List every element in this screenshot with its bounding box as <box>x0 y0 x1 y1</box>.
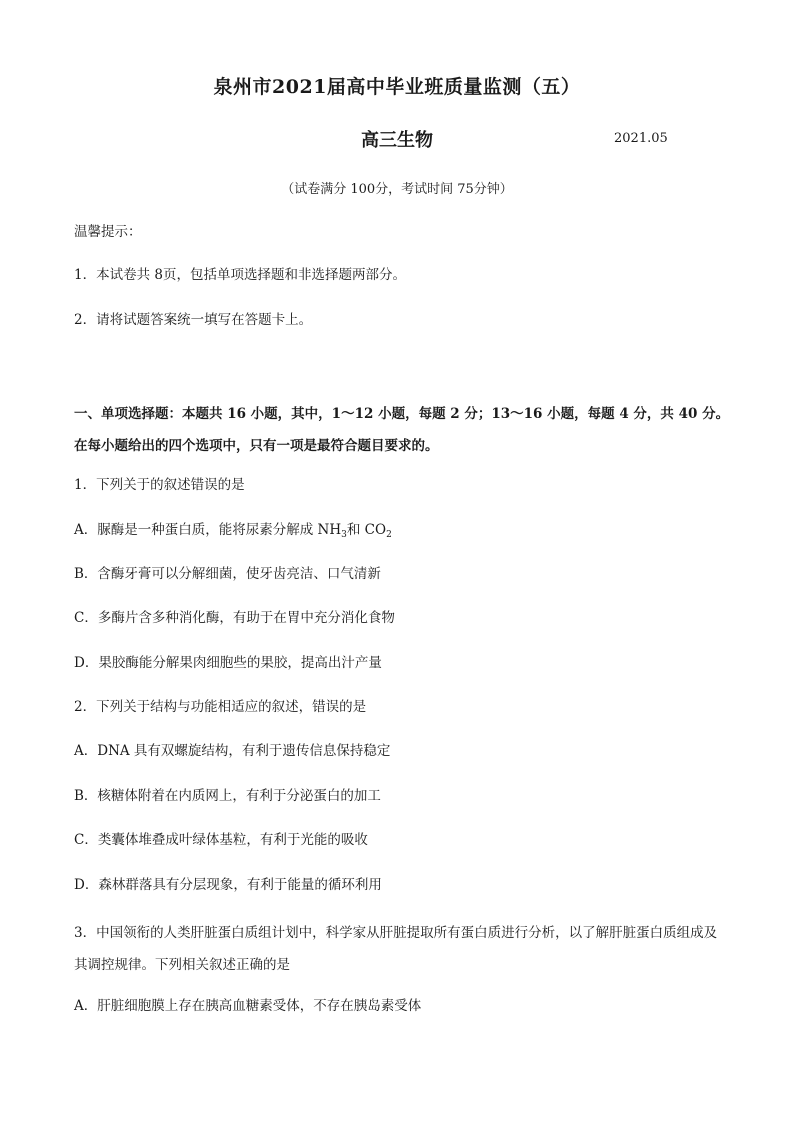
question-3-option-a: A．肝脏细胞膜上存在胰高血糖素受体，不存在胰岛素受体 <box>74 998 422 1014</box>
option-a-text: A．脲酶是一种蛋白质，能将尿素分解成 NH <box>74 522 342 538</box>
question-2-option-d: D．森林群落具有分层现象，有利于能量的循环利用 <box>74 877 382 893</box>
option-a-text-mid: 和 CO <box>346 522 387 538</box>
question-2-option-c: C．类囊体堆叠成叶绿体基粒，有利于光能的吸收 <box>74 832 368 848</box>
exam-info: （试卷满分 100分，考试时间 75分钟） <box>281 182 513 197</box>
tip-item-2: 2．请将试题答案统一填写在答题卡上。 <box>74 312 313 328</box>
question-1-option-c: C．多酶片含多种消化酶，有助于在胃中充分消化食物 <box>74 610 395 626</box>
tips-heading: 温馨提示： <box>74 224 142 240</box>
exam-date: 2021.05 <box>614 131 668 146</box>
question-1-option-d: D．果胶酶能分解果肉细胞些的果胶，提高出汁产量 <box>74 655 382 671</box>
question-2-option-a: A．DNA 具有双螺旋结构，有利于遗传信息保持稳定 <box>74 743 391 759</box>
question-1-option-a <box>74 520 726 545</box>
question-2-option-b: B．核糖体附着在内质网上，有利于分泌蛋白的加工 <box>74 788 381 804</box>
subscript: 2 <box>386 530 392 540</box>
question-3-stem: 3．中国领衔的人类肝脏蛋白质组计划中，科学家从肝脏提取所有蛋白质进行分析，以了解肝脏蛋白质组成及其调控规律。下列相关叙述正确的是 <box>74 925 718 973</box>
question-2-stem: 2．下列关于结构与功能相适应的叙述，错误的是 <box>74 699 367 715</box>
question-1-stem: 1．下列关于的叙述错误的是 <box>74 477 245 493</box>
exam-title: 泉州市2021届高中毕业班质量监测（五） <box>213 76 581 98</box>
question-1-option-b: B．含酶牙膏可以分解细菌，使牙齿亮洁、口气清新 <box>74 566 381 582</box>
tip-item-1: 1．本试卷共 8页，包括单项选择题和非选择题两部分。 <box>74 267 406 283</box>
subject-title: 高三生物 <box>361 130 433 151</box>
section-heading: 一、单项选择题：本题共 16 小题，其中，1～12 小题，每题 2 分；13～16 小题，每题 4 分，共 40 分。在每小题给出的四个选项中，只有一项是最符合题目要求的。 <box>74 406 730 454</box>
subscript: 3 <box>341 530 347 540</box>
